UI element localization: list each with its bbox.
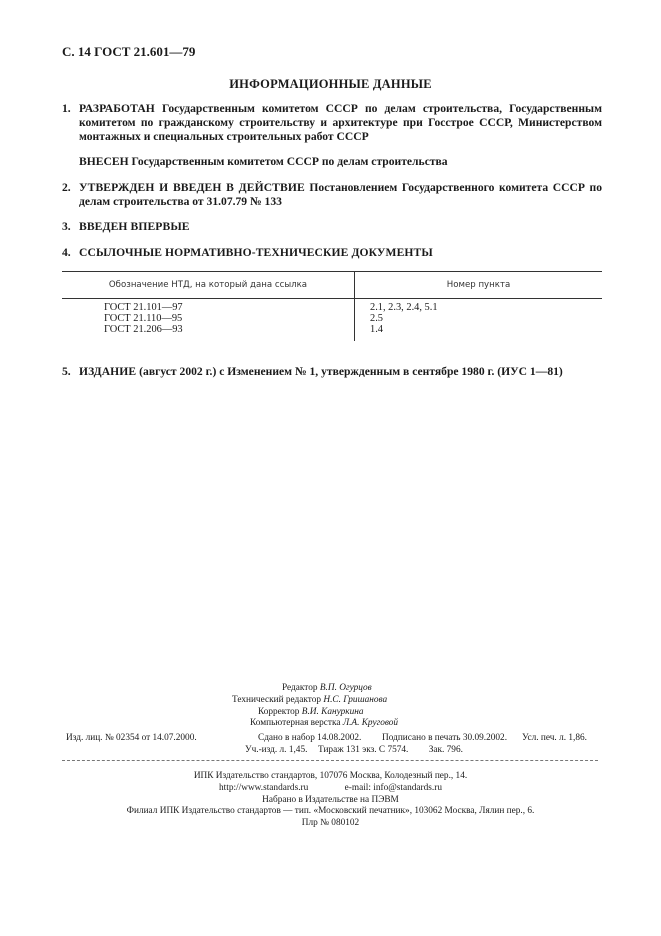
info-item-5 (62, 365, 602, 379)
publisher-contacts (0, 783, 661, 795)
printing-branch: Филиал ИПК Издательство стандартов — тип. «Московский печатник», 103062 Москва, Лялин пер., 6. (126, 806, 535, 817)
typeset-note: Набрано в Издательстве на ПЭВМ (262, 794, 399, 805)
info-item-3 (62, 220, 602, 234)
editorial-credits (232, 683, 438, 730)
table-cell: 2.5 (370, 313, 383, 324)
table-header-rule (62, 298, 602, 299)
info-item-2 (62, 181, 602, 209)
table-column-document (104, 302, 183, 335)
signed-date: Подписано в печать 30.09.2002. (382, 733, 508, 743)
publisher-email: e-mail: info@standards.ru (344, 782, 442, 793)
typeset-date: Сдано в набор 14.08.2002. Уч.-изд. л. 1,45. (245, 733, 362, 755)
item-text: Государственным комитетом СССР по делам строительства, Государственным комитетом по гражданскому строительству и архитектуре при Госстрое СССР, Министерством монтажных и специальных строительных работ СССР (79, 102, 602, 143)
table-top-rule (62, 271, 602, 272)
table-cell: ГОСТ 21.101—97 (104, 302, 183, 313)
item-lead: РАЗРАБОТАН (79, 102, 155, 115)
info-item-submitted (79, 155, 599, 169)
item-lead: ВНЕСЕН (79, 155, 129, 168)
table-cell: ГОСТ 21.206—93 (104, 324, 183, 335)
item-number: 5. (62, 365, 71, 378)
reference-table (62, 271, 602, 341)
table-header-clause: Номер пункта (446, 280, 511, 290)
table-column-clause (370, 302, 438, 335)
table-cell: ГОСТ 21.110—95 (104, 313, 183, 324)
printing-license: Плр № 080102 (301, 818, 360, 829)
license-number: Изд. лиц. № 02354 от 14.07.2000. (66, 733, 197, 743)
page-title: ИНФОРМАЦИОННЫЕ ДАННЫЕ (229, 77, 432, 91)
table-cell: 2.1, 2.3, 2.4, 5.1 (370, 302, 438, 313)
credit-tech-editor: Технический редактор Н.С. Гришанова (232, 694, 388, 705)
item-lead: ССЫЛОЧНЫЕ НОРМАТИВНО-ТЕХНИЧЕСКИЕ ДОКУМЕНТЫ (79, 246, 433, 259)
item-lead: ВВЕДЕН ВПЕРВЫЕ (79, 220, 190, 233)
item-text: Постановлением Государственного комитета СССР по делам строительства от 31.07.79 № 133 (79, 181, 602, 208)
publisher-website: http://www.standards.ru (219, 782, 309, 793)
print-run: Тираж 131 экз. С 7574. Зак. 796. (318, 745, 463, 755)
info-item-1 (62, 102, 602, 144)
table-header-document: Обозначение НТД, на который дана ссылка (108, 280, 308, 290)
print-sheets: Усл. печ. л. 1,86. (522, 733, 587, 743)
item-text: Государственным комитетом СССР по делам строительства (131, 155, 448, 168)
credit-editor: Редактор В.П. Огурцов (282, 683, 372, 693)
item-number: 1. (62, 102, 71, 115)
table-cell: 1.4 (370, 324, 383, 335)
credit-layout: Компьютерная верстка Л.А. Круговой (250, 718, 399, 729)
publisher-address: ИПК Издательство стандартов, 107076 Москва, Колодезный пер., 14. (193, 771, 468, 781)
page-header: С. 14 ГОСТ 21.601—79 (62, 44, 196, 59)
item-number: 3. (62, 220, 71, 233)
item-lead: УТВЕРЖДЕН И ВВЕДЕН В ДЕЙСТВИЕ (79, 181, 305, 194)
item-lead: ИЗДАНИЕ (79, 365, 137, 378)
info-item-4 (62, 246, 602, 260)
separator-line (62, 760, 598, 761)
item-number: 4. (62, 246, 71, 259)
item-number: 2. (62, 181, 71, 194)
publisher-info (0, 771, 661, 830)
item-text: (август 2002 г.) с Изменением № 1, утвержденным в сентябре 1980 г. (ИУС 1—81) (139, 365, 563, 378)
credit-proofreader: Корректор В.И. Кануркина (258, 706, 364, 717)
